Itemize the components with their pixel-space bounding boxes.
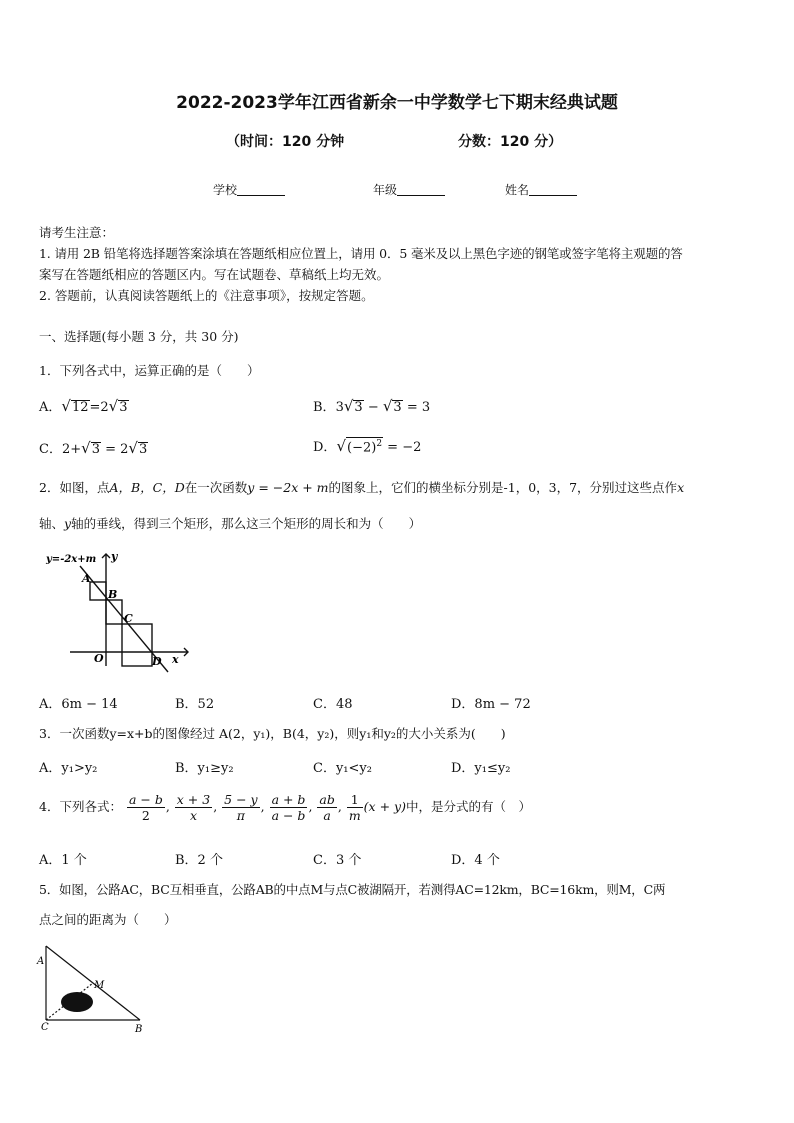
grade-field: [373, 181, 445, 198]
origin-label: O: [94, 652, 104, 665]
point-a-label: A: [82, 572, 91, 585]
q2-function: y = −2x + m: [247, 480, 329, 495]
notice-line-1: 1. 请用 2B 铅笔将选择题答案涂填在答题纸相应位置上，请用 0．5 毫米及以上黑色字迹的钢笔或签字笔将主观题的答: [39, 246, 683, 261]
frac-4: $\frac{a + b}{a - b}$: [271, 792, 306, 823]
label-c: C: [41, 1022, 49, 1033]
school-field: [213, 181, 285, 198]
q4-option-b: B．2 个: [175, 853, 223, 868]
q1-option-b: B．3√3 − √3 = 3: [313, 397, 431, 415]
section-heading: 一、选择题(每小题 3 分，共 30 分): [39, 329, 239, 344]
point-c-label: C: [124, 612, 133, 625]
q4-stem-b: 中，是分式的有（ ）: [405, 799, 531, 814]
notice-line-2: 2. 答题前，认真阅读答题纸上的《注意事项》，按规定答题。: [39, 288, 374, 303]
q3-stem: 3．一次函数y=x+b的图像经过 A(2，y₁)，B(4，y₂)，则y₁和y₂的大小关系为( ): [39, 726, 506, 741]
frac-1: $\frac{a - b}{2}$: [128, 792, 163, 823]
q3-option-c: C．y₁<y₂: [313, 761, 372, 776]
y-label: y: [111, 550, 118, 563]
school-blank: [237, 183, 285, 196]
q4-stem-a: 4．下列各式：: [39, 799, 122, 814]
q4-option-c: C．3 个: [313, 853, 362, 868]
q1-option-a: A．√12=2√3: [39, 397, 128, 415]
notice-heading: 请考生注意：: [39, 225, 115, 240]
q2-x: x: [677, 480, 685, 495]
q2-line2-a: 轴、: [39, 516, 65, 531]
name-blank: [529, 183, 577, 196]
x-label: x: [172, 653, 179, 666]
q2-points: A，B，C，D: [109, 480, 185, 495]
q3-option-a: A．y₁>y₂: [39, 761, 98, 776]
q2-y: y: [64, 516, 72, 531]
q1-c-label: C．: [39, 442, 62, 457]
q2-stem-b: 在一次函数: [184, 480, 248, 495]
q1-option-d: D．$√(-2)^2 = -2$: [313, 437, 422, 455]
q3-option-d: D．y₁≤y₂: [451, 761, 511, 776]
frac-2: $\frac{x + 3}{x}$: [176, 792, 211, 823]
q2-option-a: A．6m − 14: [39, 697, 118, 712]
q5-stem-line1: 5．如图，公路AC，BC互相垂直，公路AB的中点M与点C被湖隔开，若测得AC=12km，BC=16km，则M，C两: [39, 882, 666, 897]
rectangle-2: [106, 600, 122, 624]
q1-d-label: D．: [313, 440, 337, 455]
point-b-label: B: [108, 588, 118, 601]
time-label: （时间：120 分钟: [226, 134, 345, 150]
label-a: A: [37, 956, 45, 967]
q5-stem-line2: 点之间的距离为（ ）: [39, 912, 177, 927]
lake: [61, 992, 93, 1012]
q1-stem: 1．下列各式中，运算正确的是（ ）: [39, 363, 260, 378]
q3-option-b: B．y₁≥y₂: [175, 761, 234, 776]
point-d-label: D: [152, 655, 162, 668]
q1-a-label: A．: [39, 400, 62, 415]
q1-b-label: B．: [313, 400, 336, 415]
score-label: 分数：120 分）: [458, 134, 563, 150]
label-b: B: [135, 1024, 143, 1035]
label-m: M: [94, 980, 105, 991]
q2-stem-line2: [39, 516, 421, 533]
q4-option-d: D．4 个: [451, 853, 500, 868]
q1-option-c: C．2+√3 = 2√3: [39, 439, 148, 457]
school-label: 学校: [213, 183, 238, 197]
q2-option-d: D．8m − 72: [451, 697, 531, 712]
name-label: 姓名: [505, 183, 530, 197]
q4-stem: 4．下列各式： $\frac{a - b}{2}$ , $\frac{x + 3}{x}$ , $\frac{5 - y}{\pi}$ , $\frac{a + b}{a - b}$ , $\frac{ab}{a}$ , $\frac{1}{m}$ (x + y)中，是分式的有（ ）: [39, 792, 531, 823]
frac-5: $\frac{ab}{a}$: [319, 792, 335, 823]
name-field: [505, 181, 577, 198]
q2-option-c: C．48: [313, 697, 353, 712]
func-label: y=-2x+m: [46, 554, 97, 565]
q2-option-b: B．52: [175, 697, 215, 712]
frac-6: $\frac{1}{m}$: [348, 792, 361, 823]
grade-blank: [397, 183, 445, 196]
q2-stem-c: 的图象上，它们的横坐标分别是-1，0，3，7，分别过这些点作: [328, 480, 678, 495]
rectangle-3: [122, 624, 152, 666]
q2-stem: [39, 480, 684, 497]
q2-figure: [40, 548, 190, 676]
q2-stem-a: 2．如图，点: [39, 480, 110, 495]
q5-figure: [36, 940, 160, 1036]
frac-3: $\frac{5 - y}{\pi}$: [224, 792, 258, 823]
page-title: 2022-2023学年江西省新余一中学数学七下期末经典试题: [176, 93, 618, 113]
q2-line2-b: 轴的垂线，得到三个矩形，那么这三个矩形的周长和为（ ）: [71, 516, 422, 531]
notice-line-1b: 案写在答题纸相应的答题区内。写在试题卷、草稿纸上均无效。: [39, 267, 390, 282]
grade-label: 年级: [373, 183, 398, 197]
q4-option-a: A．1 个: [39, 853, 87, 868]
rectangle-1: [90, 582, 106, 600]
